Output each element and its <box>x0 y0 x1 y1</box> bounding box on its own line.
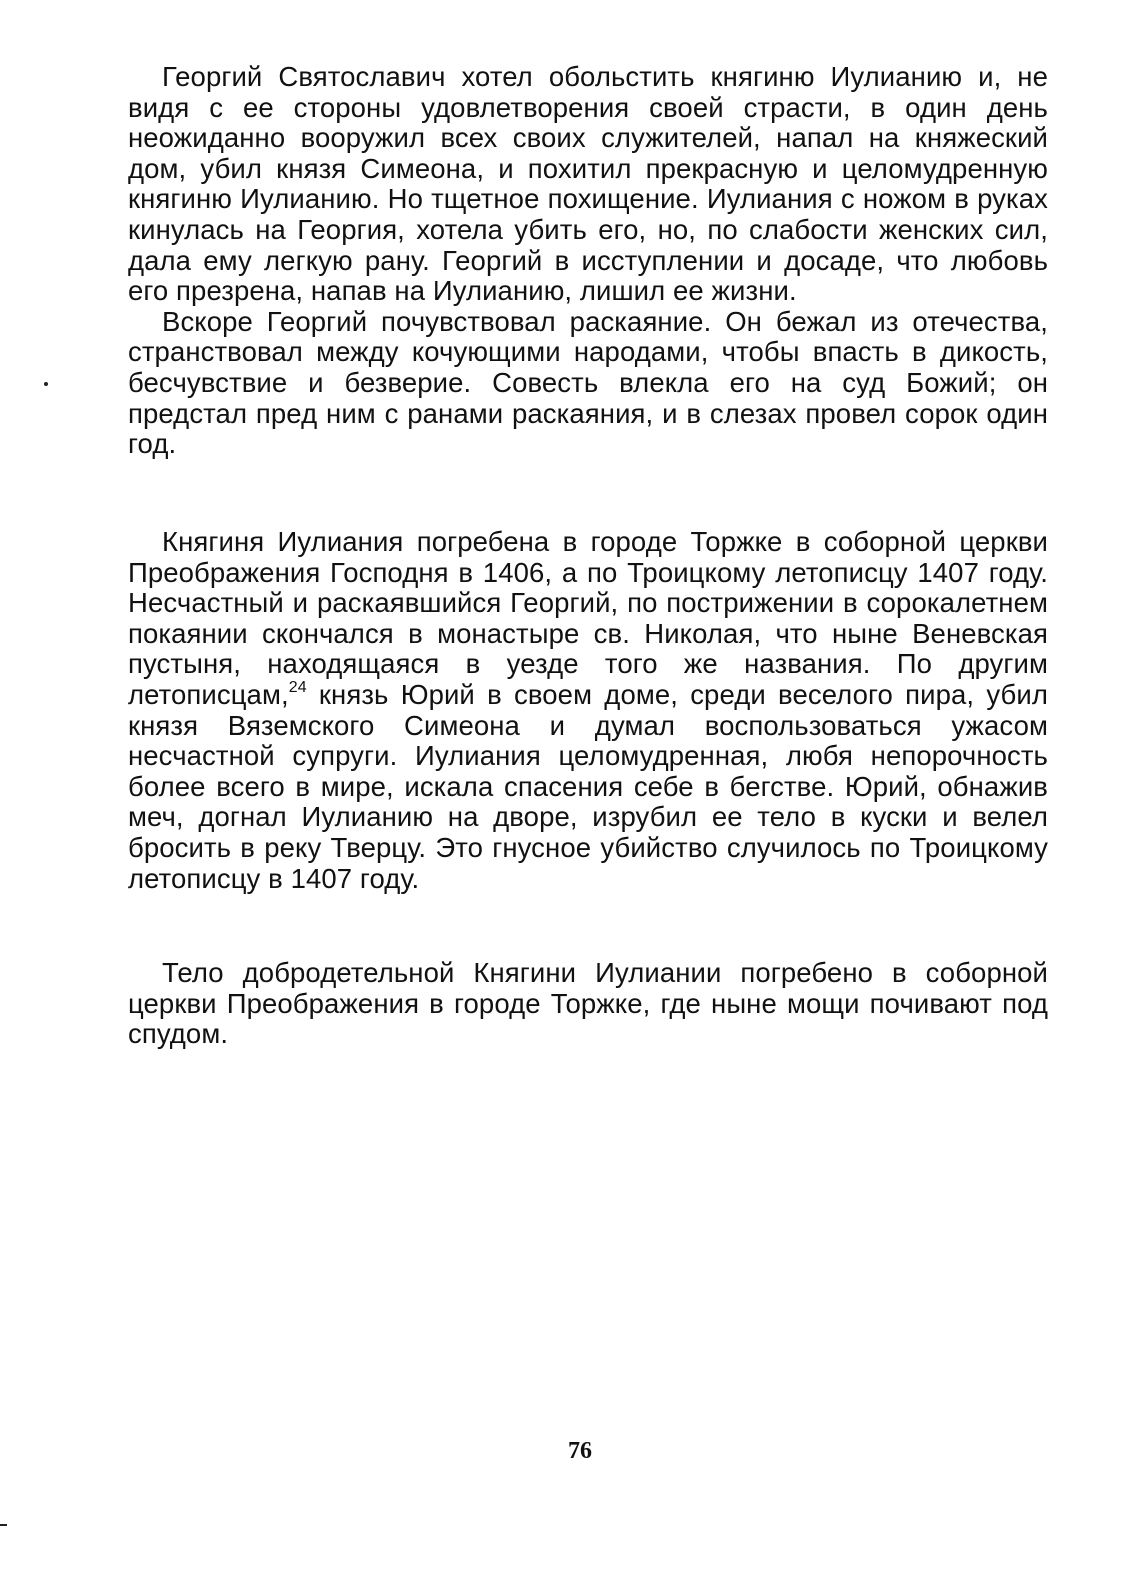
paragraph-4: Тело добродетельной Княгини Иулиании погребено в соборной церкви Преображения в городе Торжке, где ныне мощи почивают под спудом. <box>128 957 1048 1050</box>
paragraph-3 <box>128 527 1048 894</box>
text-block-1 <box>128 62 1048 460</box>
scan-edge-mark <box>0 1524 7 1526</box>
paragraph-3-part-2: князь Юрий в своем доме, среди веселого пира, убил князя Вяземского Симеона и думал воспользоваться ужасом несчастной супруги. Иулиания целомудренная, любя непорочность более всего в мире, искала спасения себе в бегстве. Юрий, обнажив меч, догнал Иулианию на дворе, изрубил ее тело в куски и велел бросить в реку Тверцу. Это гнусное убийство случилось по Троицкому летописцу в 1407 году. <box>128 678 1048 894</box>
footnote-ref-24: 24 <box>288 678 307 696</box>
paragraph-2: Вскоре Георгий почувствовал раскаяние. Он бежал из отечества, странствовал между кочующими народами, чтобы впасть в дикость, бесчувствие и безверие. Совесть влекла его на суд Божий; он предстал пред ним с ранами раскаяния, и в слезах провел сорок один год. <box>128 305 1048 460</box>
text-block-2 <box>128 527 1048 894</box>
paragraph-3-part-1: Княгиня Иулиания погребена в городе Торжке в соборной церкви Преображения Господня в 1406, а по Троицкому летописцу 1407 году. Несчастный и раскаявшийся Георгий, по пострижении в сорокалетнем покаянии скончался в монастыре св. Николая, что ныне Веневская пустыня, находящаяся в уезде того же названия. По другим летописцам, <box>128 526 1048 710</box>
scan-speck <box>44 382 48 386</box>
page-number: 76 <box>568 1438 592 1464</box>
text-block-3 <box>128 958 1048 1050</box>
paragraph-1: Георгий Святославич хотел обольстить княгиню Иулианию и, не видя с ее стороны удовлетворения своей страсти, в один день неожиданно вооружил всех своих служителей, напал на княжеский дом, убил князя Симеона, и похитил прекрасную и целомудренную княгиню Иулианию. Но тщетное похищение. Иулиания с ножом в руках кинулась на Георгия, хотела убить его, но, по слабости женских сил, дала ему легкую рану. Георгий в исступлении и досаде, что любовь его презрена, напав на Иулианию, лишил ее жизни. <box>128 61 1048 307</box>
